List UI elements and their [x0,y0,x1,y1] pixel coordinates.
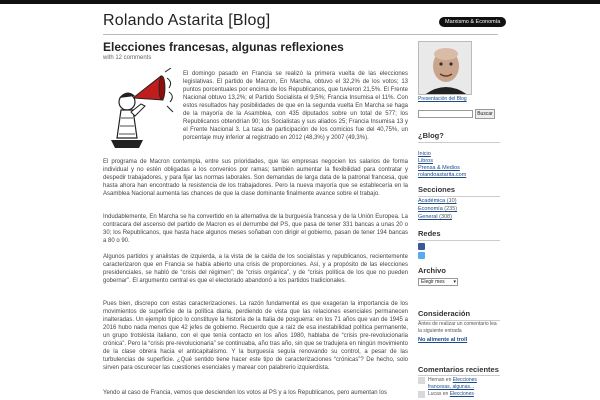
section-name[interactable]: Académica [418,198,446,204]
recent-comment-item[interactable] [418,391,500,399]
site-title[interactable]: Rolando Astarita [Blog] [103,12,271,29]
comment-post-link[interactable]: francesas, algunas... [428,384,475,390]
sidebar-divider [418,375,500,376]
consideration-heading: Consideración [418,309,471,318]
megaphone-illustration [103,68,179,148]
sidebar-link-website[interactable]: rolandoastarita.com [418,172,467,178]
sidebar-divider [418,142,500,143]
section-link-academica[interactable] [418,198,457,204]
section-name[interactable]: General [418,214,438,220]
post-paragraph: Indudablemente, En Marcha se ha convertido en la alternativa de la burguesía francesa y de la Unión Europea. La contracara del ascenso del partido de Macron es el derrumbe del PS, que pasa de tener 331 bancas a unas 20 o 30; los Republicanos, que hasta hace algunos meses soñaban con dirigir el gobierno, pasan de tener 194 bancas a 80 o 90. [103,214,408,245]
section-link-general[interactable] [418,214,452,220]
archive-select[interactable] [418,278,458,286]
category-pill[interactable]: Marxismo & Economía [439,17,506,27]
recent-comments-heading: Comentarios recientes [418,365,499,374]
comment-author: Lucas en [428,391,449,397]
commenter-avatar [418,391,425,398]
sections-heading: Secciones [418,185,456,194]
comment-author: Hernan en [428,377,452,383]
sidebar-link-libros[interactable]: Libros [418,158,433,164]
archive-heading: Archivo [418,266,446,275]
consideration-text: Antes de realizar un comentario lea la siguiente entrada [418,321,497,334]
twitter-icon[interactable] [418,252,425,259]
section-count: (235) [444,206,458,212]
sidebar-link-inicio[interactable]: Inicio [418,151,431,157]
blog-presentation-link[interactable]: Presentación del Blog [418,96,467,102]
archive-select-value: Elegir mes [421,279,445,285]
chevron-down-icon: ▾ [453,279,456,285]
post-paragraph: Pues bien, discrepo con estas caracterizaciones. La razón fundamental es que exageran la importancia de los movimientos de superficie de la política diaria, perdiendo de vista que las relaciones esenciales permanecen inalteradas. Un ejemplo típico lo constituye la historia de la Italia de posguerra: en los 71 años que van de 1945 a 2016 hubo nada menos que 42 jefes de gobierno. Recuerdo que a raíz de esa inestabilidad política permanente, un grupo trotskista italiano, con el que tenía contacto en los años 1980, hablaba de “crisis pre-revolucionaria crónica”. Pero la “crisis pre-revolucionaria” se continuaba, año tras año, sin que se tradujera en ningún movimiento de la clase obrera hacia el anticapitalismo. Y la burguesía seguía renovando su control, a pesar de las turbulencias de superficie. ¿Qué sentido tiene hacer este tipo de caracterizaciones “crónicas”? De hecho, solo sirven para oscurecer las cuestiones esenciales y marear con palabrerío izquierdista. [103,301,408,372]
facebook-icon[interactable] [418,243,425,250]
section-count: (308) [439,214,452,220]
section-count: (10) [446,198,457,204]
comment-post-link[interactable]: Elecciones [449,391,474,397]
post-title[interactable]: Elecciones francesas, algunas reflexiones [103,40,344,54]
sidebar-link-prensa[interactable]: Prensa & Medios [418,165,460,171]
post-paragraph: El programa de Macron contempla, entre sus prioridades, que las empresas negocien los salarios de forma individual y no estén obligadas a los convenios por ramas; también aumentar la flexibilidad para contratar y despedir trabajadores, y para fijar las normas laborales. Son demandas de larga data de la patronal francesa, que hasta ahora han encontrado la resistencia de los trabajadores. Pero la nueva mayoría que se establecería en la Asamblea Nacional aumenta las chances de que la clase dominante finalmente avance sobre el trabajo. [103,159,408,198]
commenter-avatar [418,377,425,384]
networks-heading: Redes [418,229,441,238]
comment-post-link[interactable]: Elecciones [452,377,477,383]
search-button[interactable]: Buscar [475,109,495,119]
post-paragraph: El domingo pasado en Francia se realizó la primera vuelta de las elecciones legislativas. El partido de Macron, En Marcha, obtuvo el 32,2% de los votos; 13 puntos porcentuales por encima de los Republicanos, que tuvieron 21,5%. El Frente Nacional obtuvo 13,2%; el Partido Socialista el 9,5%; Francia Insumisa el 11%. Con estos resultados hay posibilidades de que en la segunda vuelta En Marcha se haga de la mayoría de la Asamblea, con 435 diputados sobre un total de 577; los Republicanos obtendrían 90; los Socialistas y sus aliados 25; Francia Insumisa 13 y el Frente Nacional 3. La tasa de participación de los comicios fue del 40,75%, un porcentaje muy inferior al registrado en 2012 (48,3%) y 2007 (49,3%). [183,71,408,142]
section-link-economia[interactable] [418,206,457,212]
comment-count[interactable]: with 12 comments [103,55,152,61]
sidebar-divider [418,196,500,197]
blog-heading: ¿Blog? [418,131,444,140]
sidebar-divider [418,240,500,241]
header-divider [103,34,498,35]
no-troll-link[interactable]: No alimente al troll [418,337,468,343]
author-avatar[interactable] [418,41,472,95]
post-paragraph: Algunos partidos y analistas de izquierda, a la vista de la caída de los socialistas y republicanos, recientemente caracterizaron que en Francia se había abierto una crisis de proporciones. Así, y a propósito de las elecciones presidenciales, se habló de “crisis del régimen”; de “crisis orgánica”, y de “crisis política de los que no pueden gobernar”. El argumento central es que el electorado abandonó a los partidos tradicionales. [103,254,408,285]
search-input[interactable] [418,110,473,118]
section-name[interactable]: Economía [418,206,443,212]
top-bar [0,0,600,4]
post-paragraph: Yendo al caso de Francia, vemos que descienden los votos al PS y a los Republicanos, pero aumentan los [103,390,387,396]
